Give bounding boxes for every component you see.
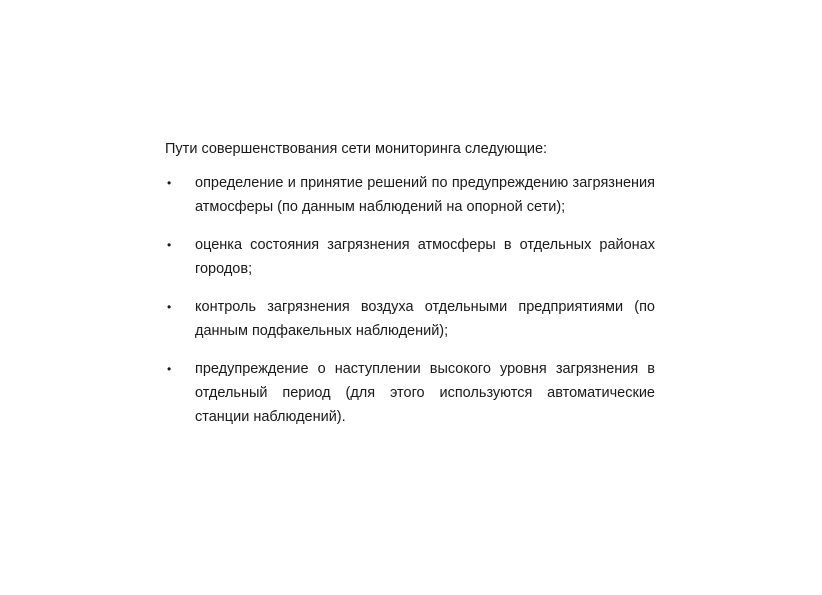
list-item-text: контроль загрязнения воздуха отдельными предприятиями (по данным подфакельных наблюдений); xyxy=(195,299,655,339)
list-item xyxy=(165,357,655,429)
list-item xyxy=(165,233,655,281)
bullet-icon: • xyxy=(167,238,172,252)
document-body xyxy=(165,139,655,443)
list-item-text: предупреждение о наступлении высокого уровня загрязнения в отдельный период (для этого используются автоматические станции наблюдений). xyxy=(195,361,655,425)
document-heading: Пути совершенствования сети мониторинга следующие: xyxy=(165,141,548,157)
list-item xyxy=(165,171,655,219)
bullet-icon: • xyxy=(167,362,172,376)
list-item xyxy=(165,295,655,343)
bullet-list xyxy=(165,171,655,429)
bullet-icon: • xyxy=(167,176,172,190)
list-item-text: оценка состояния загрязнения атмосферы в отдельных районах городов; xyxy=(195,237,655,277)
list-item-text: определение и принятие решений по предупреждению загрязнения атмосферы (по данным наблюдений на опорной сети); xyxy=(195,175,655,215)
bullet-icon: • xyxy=(167,300,172,314)
